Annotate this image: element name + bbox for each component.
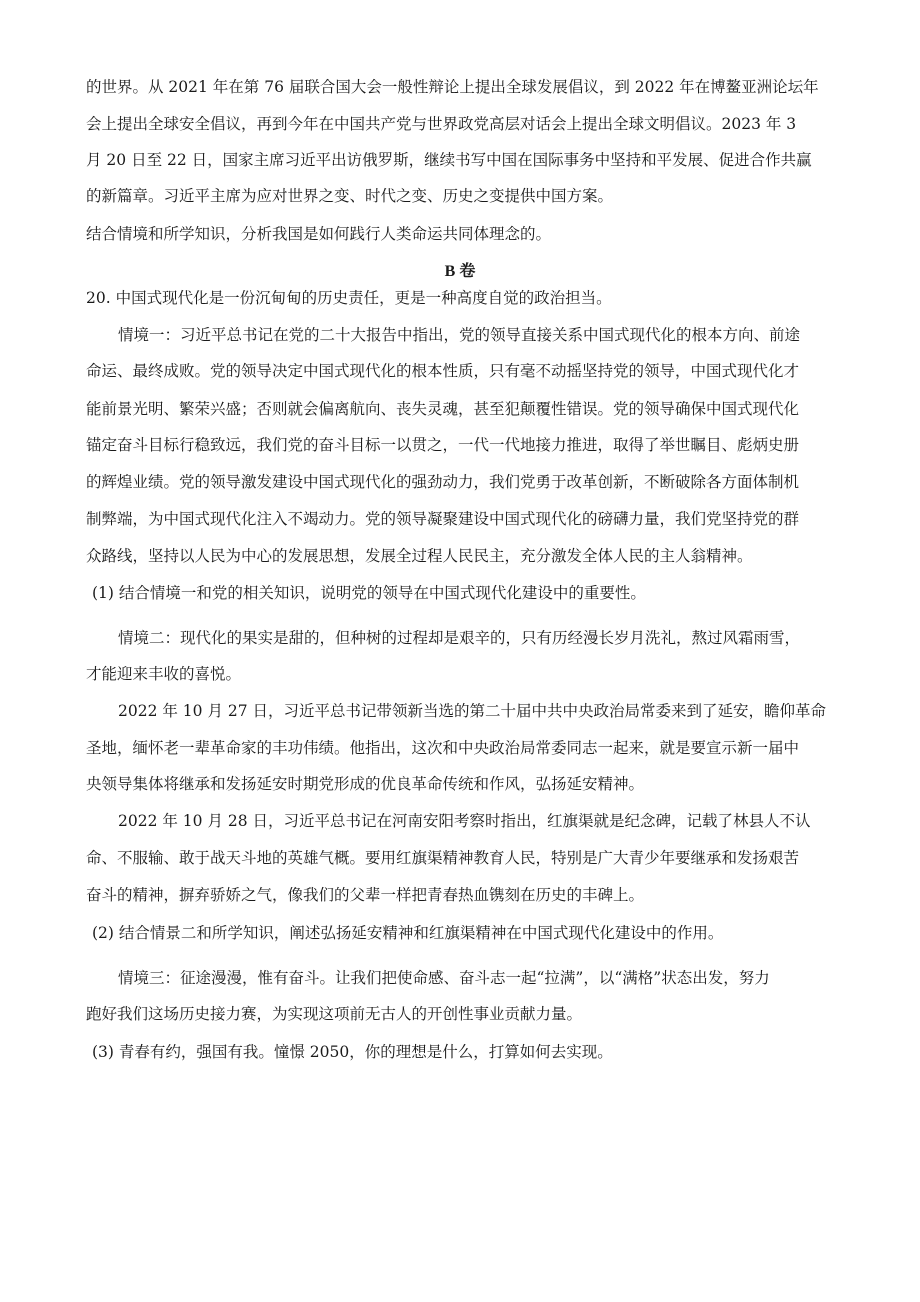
paragraph-hongqiqu-line: 命、不服输、敢于战天斗地的英雄气概。要用红旗渠精神教育人民，特别是广大青少年要继承和发扬艰苦 bbox=[86, 849, 800, 867]
sub-question-1: (1) 结合情境一和党的相关知识，说明党的领导在中国式现代化建设中的重要性。 bbox=[92, 584, 646, 602]
scenario-one-line: 制弊端，为中国式现代化注入不竭动力。党的领导凝聚建设中国式现代化的磅礴力量，我们党坚持党的群 bbox=[86, 510, 800, 528]
passage-line: 的世界。从 2021 年在第 76 届联合国大会一般性辩论上提出全球发展倡议，到 2022 年在博鳌亚洲论坛年 bbox=[86, 78, 819, 96]
paragraph-yanan-line: 圣地，缅怀老一辈革命家的丰功伟绩。他指出，这次和中央政治局常委同志一起来，就是要宣示新一届中 bbox=[86, 739, 800, 757]
scenario-two-line: 才能迎来丰收的喜悦。 bbox=[86, 665, 242, 683]
question-20-stem: 20. 中国式现代化是一份沉甸甸的历史责任，更是一种高度自觉的政治担当。 bbox=[86, 289, 612, 307]
question-prompt: 结合情境和所学知识，分析我国是如何践行人类命运共同体理念的。 bbox=[86, 225, 552, 243]
scenario-one-line: 能前景光明、繁荣兴盛；否则就会偏离航向、丧失灵魂，甚至犯颠覆性错误。党的领导确保中国式现代化 bbox=[86, 400, 800, 418]
scenario-one-line: 命运、最终成败。党的领导决定中国式现代化的根本性质，只有毫不动摇坚持党的领导，中国式现代化才 bbox=[86, 362, 800, 380]
sub-question-3: (3) 青春有约，强国有我。憧憬 2050，你的理想是什么，打算如何去实现。 bbox=[92, 1043, 613, 1061]
scenario-one-line: 的辉煌业绩。党的领导激发建设中国式现代化的强劲动力，我们党勇于改革创新，不断破除各方面体制机 bbox=[86, 473, 800, 491]
section-title: B 卷 bbox=[444, 263, 476, 280]
sub-question-2: (2) 结合情景二和所学知识，阐述弘扬延安精神和红旗渠精神在中国式现代化建设中的作用。 bbox=[92, 924, 724, 942]
passage-line: 的新篇章。习近平主席为应对世界之变、时代之变、历史之变提供中国方案。 bbox=[86, 187, 614, 205]
scenario-three-line: 跑好我们这场历史接力赛，为实现这项前无古人的开创性事业贡献力量。 bbox=[86, 1005, 583, 1023]
scenario-three-line: 情境三：征途漫漫，惟有奋斗。让我们把使命感、奋斗志一起“拉满”，以“满格”状态出发，努力 bbox=[118, 969, 770, 987]
passage-line: 会上提出全球安全倡议，再到今年在中国共产党与世界政党高层对话会上提出全球文明倡议。2023 年 3 bbox=[86, 115, 797, 133]
paragraph-yanan-line: 央领导集体将继承和发扬延安时期党形成的优良革命传统和作风，弘扬延安精神。 bbox=[86, 775, 645, 793]
paragraph-hongqiqu-line: 2022 年 10 月 28 日，习近平总书记在河南安阳考察时指出，红旗渠就是纪念碑，记载了林县人不认 bbox=[118, 812, 811, 830]
passage-line: 月 20 日至 22 日，国家主席习近平出访俄罗斯，继续书写中国在国际事务中坚持和平发展、促进合作共赢 bbox=[86, 151, 812, 169]
scenario-one-line: 情境一：习近平总书记在党的二十大报告中指出，党的领导直接关系中国式现代化的根本方向、前途 bbox=[118, 326, 801, 344]
scenario-one-line: 众路线，坚持以人民为中心的发展思想，发展全过程人民民主，充分激发全体人民的主人翁精神。 bbox=[86, 547, 753, 565]
scenario-two-line: 情境二：现代化的果实是甜的，但种树的过程却是艰辛的，只有历经漫长岁月洗礼，熬过风霜雨雪， bbox=[118, 629, 801, 647]
scenario-one-line: 锚定奋斗目标行稳致远，我们党的奋斗目标一以贯之，一代一代地接力推进，取得了举世瞩目、彪炳史册 bbox=[86, 436, 800, 454]
paragraph-yanan-line: 2022 年 10 月 27 日，习近平总书记带领新当选的第二十届中共中央政治局常委来到了延安，瞻仰革命 bbox=[118, 702, 827, 720]
paragraph-hongqiqu-line: 奋斗的精神，摒弃骄娇之气，像我们的父辈一样把青春热血镌刻在历史的丰碑上。 bbox=[86, 886, 645, 904]
